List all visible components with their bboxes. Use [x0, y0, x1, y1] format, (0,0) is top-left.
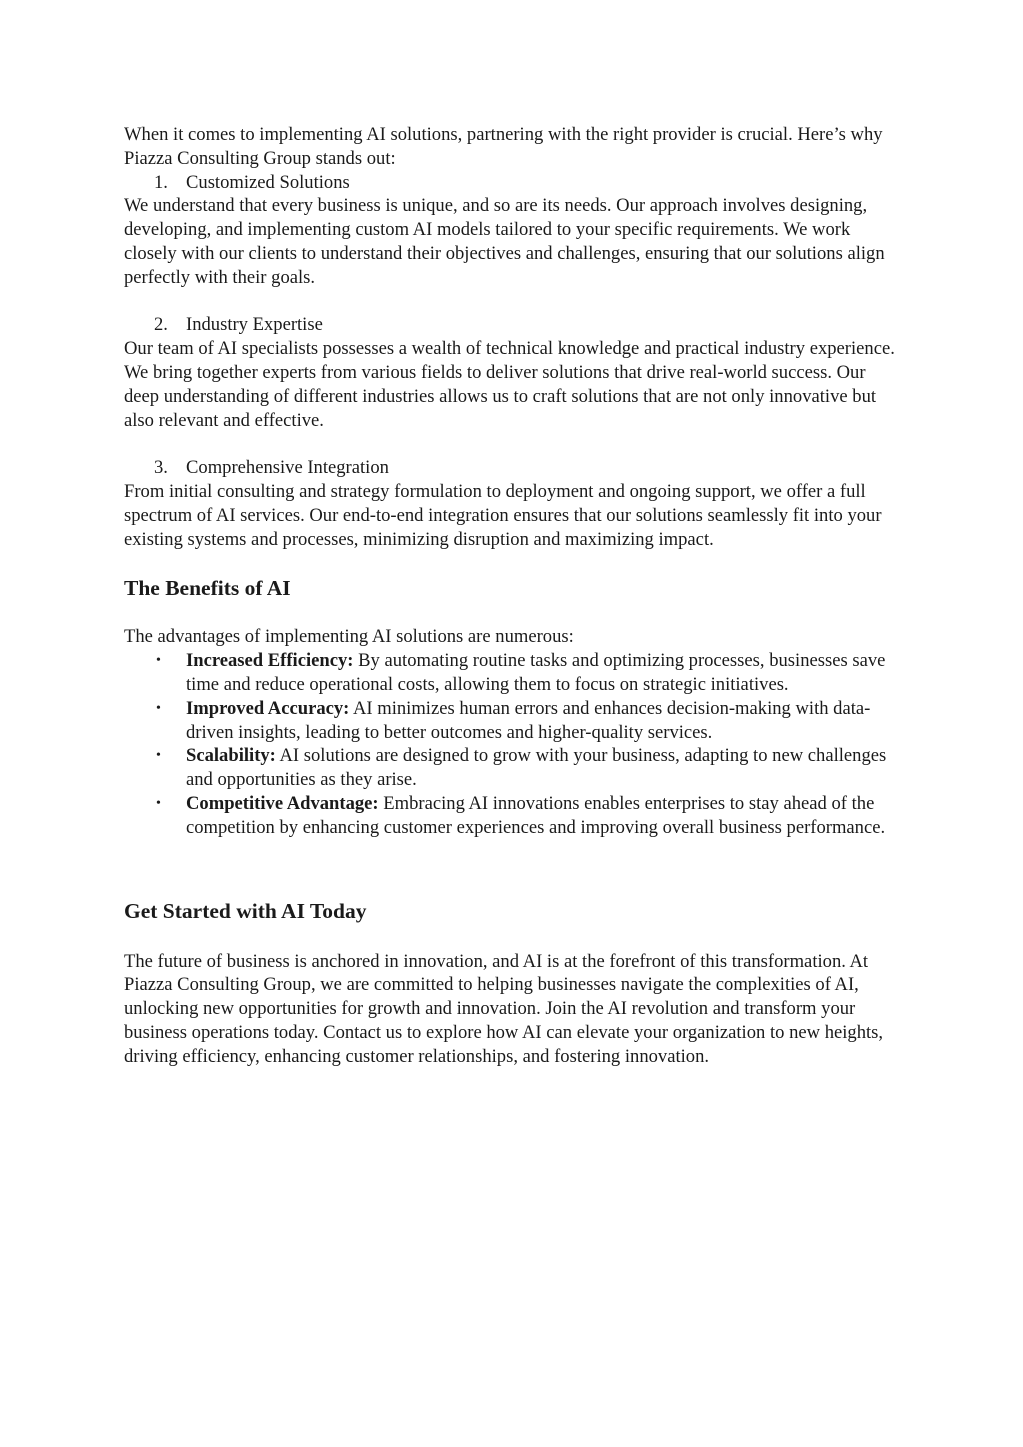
- bullet-icon: •: [156, 748, 161, 764]
- spacer: [124, 290, 904, 314]
- benefit-text: Embracing AI innovations enables enterprises to stay ahead of the competition by enhancing customer experiences and improving overall business performance.: [186, 792, 886, 838]
- benefit-text: AI minimizes human errors and enhances decision-making with data-driven insights, leading to better outcomes and higher-quality services.: [186, 697, 871, 743]
- bullet-icon: •: [156, 795, 161, 811]
- reason-number: 3.: [154, 457, 168, 479]
- get-started-heading: Get Started with AI Today: [124, 898, 367, 923]
- benefit-item: [124, 792, 904, 840]
- benefits-intro: The advantages of implementing AI solutions are numerous:: [124, 626, 574, 648]
- benefit-term: Improved Accuracy:: [186, 697, 350, 719]
- reason-title: Industry Expertise: [186, 314, 323, 336]
- bullet-icon: •: [156, 653, 161, 669]
- benefit-term: Competitive Advantage:: [186, 792, 379, 814]
- bullet-icon: •: [156, 700, 161, 716]
- benefit-text: By automating routine tasks and optimizing processes, businesses save time and reduce operational costs, allowing them to focus on strategic initiatives.: [186, 650, 886, 695]
- benefit-term: Increased Efficiency:: [186, 650, 354, 672]
- benefits-heading: The Benefits of AI: [124, 576, 291, 601]
- benefit-item: [124, 744, 904, 792]
- benefit-item: [124, 649, 904, 697]
- document-page: [124, 123, 904, 1069]
- reason-title: Comprehensive Integration: [186, 457, 389, 479]
- intro-paragraph: When it comes to implementing AI solutions, partnering with the right provider is crucial. Here’s why Piazza Consulting Group stands out:: [124, 124, 883, 169]
- reason-body: From initial consulting and strategy formulation to deployment and ongoing support, we offer a full spectrum of AI services. Our end-to-end integration ensures that our solutions seamlessly fit into your existing systems and processes, minimizing disruption and maximizing impact.: [124, 480, 882, 550]
- reason-number: 1.: [154, 171, 168, 193]
- reason-title: Customized Solutions: [186, 171, 350, 193]
- benefit-text: AI solutions are designed to grow with your business, adapting to new challenges and opportunities as they arise.: [186, 745, 887, 791]
- spacer: [124, 432, 904, 456]
- reason-body: We understand that every business is unique, and so are its needs. Our approach involves designing, developing, and implementing custom AI models tailored to your specific requirements. We work closely with our clients to understand their objectives and challenges, ensuring that our solutions align perfectly with their goals.: [124, 195, 885, 288]
- benefit-term: Scalability:: [186, 745, 276, 767]
- get-started-body: The future of business is anchored in innovation, and AI is at the forefront of this transformation. At Piazza Consulting Group, we are committed to helping businesses navigate the complexities of AI, unlocking new opportunities for growth and innovation. Join the AI revolution and transform your business operations today. Contact us to explore how AI can elevate your organization to new heights, driving efficiency, enhancing customer relationships, and fostering innovation.: [124, 950, 884, 1067]
- benefit-item: [124, 697, 904, 745]
- reason-item-3: [124, 456, 904, 480]
- reason-body: Our team of AI specialists possesses a wealth of technical knowledge and practical industry experience. We bring together experts from various fields to deliver solutions that drive real-world success. Our deep understanding of different industries allows us to craft solutions that are not only innovative but also relevant and effective.: [124, 338, 895, 431]
- reason-item-2: [124, 313, 904, 337]
- reason-item-1: [124, 171, 904, 195]
- reason-number: 2.: [154, 314, 168, 336]
- benefits-list: [124, 649, 904, 839]
